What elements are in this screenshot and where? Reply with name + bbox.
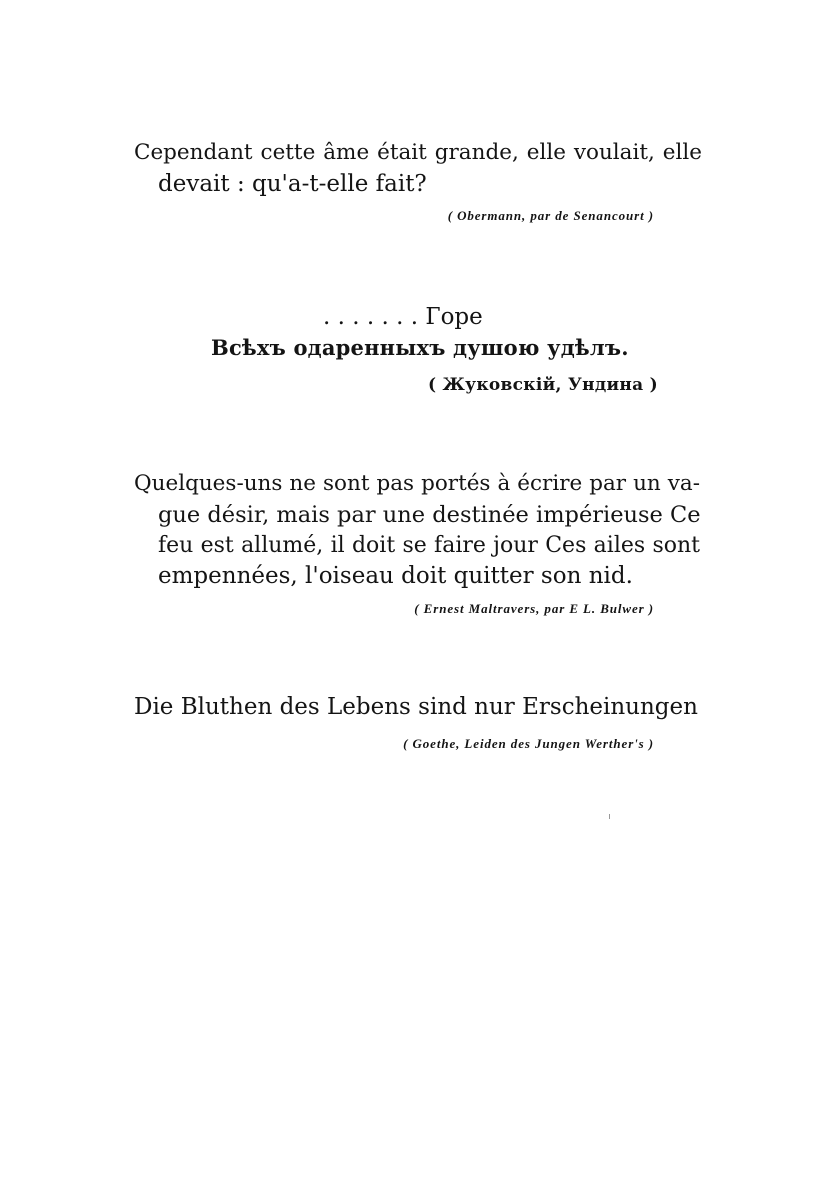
epigraph-line: empennées, l'oiseau doit quitter son nid. — [158, 563, 633, 589]
epigraph-citation: ( Goethe, Leiden des Jungen Werther's ) — [403, 736, 654, 751]
epigraph-citation: ( Obermann, par de Senancourt ) — [447, 208, 654, 223]
epigraph-line: Die Bluthen des Lebens sind nur Erscheinungen — [134, 694, 698, 720]
epigraph-line: . . . . . . . Горе — [323, 304, 483, 330]
epigraph-line: feu est allumé, il doit se faire jour Ces ailes sont — [158, 533, 700, 558]
epigraph-citation: ( Ernest Maltravers, par E L. Bulwer ) — [414, 601, 654, 616]
epigraph-line: gue désir, mais par une destinée impérieuse Ce — [158, 502, 701, 528]
epigraph-citation: ( Жуковскій, Ундина ) — [427, 375, 658, 395]
ink-speck — [609, 814, 610, 819]
epigraph-line: Quelques-uns ne sont pas portés à écrire par un va- — [134, 471, 700, 496]
epigraph-line: devait : qu'a-t-elle fait? — [158, 171, 427, 197]
epigraph-line: Cependant cette âme était grande, elle voulait, elle — [134, 140, 702, 165]
epigraph-line: Всѣхъ одаренныхъ душою удѣлъ. — [211, 335, 629, 360]
